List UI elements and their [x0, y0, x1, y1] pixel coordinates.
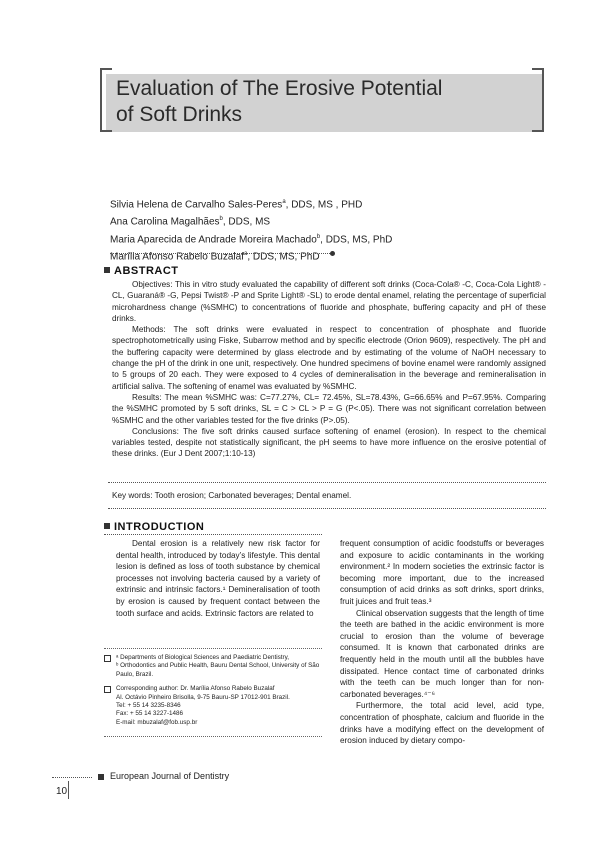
- abstract-paragraph: Conclusions: The five soft drinks caused surface softening of enamel (erosion). In respect to the chemical variables tested, despite not statistically significant, the pH seems to have more influence on the erosive potential of these drinks. (Eur J Dent 2007;1:10-13): [112, 426, 546, 459]
- author-degrees: , DDS, MS , PHD: [285, 199, 363, 211]
- abstract-divider-bottom: [108, 508, 546, 509]
- author-affil-mark: a: [243, 250, 248, 257]
- intro-paragraph: frequent consumption of acidic foodstuffs or beverages and exposure to acidic contaminants in the working environment.² In modern societies the extrinsic factor is becoming more important, due to the increased consumption of acid drinks as soft drinks, sport drinks, fruit juices and fruit teas.³: [340, 539, 544, 606]
- corresponding-author: Corresponding author: Dr. Marília Afonso Rabelo Buzalaf: [116, 685, 275, 693]
- abstract-paragraph: Results: The mean %SMHC was: C=77.27%, CL= 72.45%, SL=78.43%, G=66.65% and P=67.95%. Comparing the %SMHC promoted by 5 soft drinks, SL = C > CL > P = G (P<.05). There was not significant correlation between %SMHC and the other variables tested for the five drinks (P>.05).: [112, 392, 546, 425]
- square-bullet-icon: [98, 774, 104, 780]
- author-name: Silvia Helena de Carvalho Sales-Peres: [110, 199, 283, 211]
- footer-rule: [52, 777, 92, 778]
- title-box: [100, 68, 544, 132]
- affiliation-dept-b: ᵇ Orthodontics and Public Health, Bauru Dental School, University of São Paulo, Brazil.: [116, 662, 320, 678]
- checkbox-icon: [104, 655, 111, 662]
- author: [110, 212, 392, 229]
- author-name: Maria Aparecida de Andrade Moreira Machado: [110, 233, 317, 245]
- author-degrees: , DDS, MS, PhD: [247, 251, 320, 263]
- abstract-heading: [104, 265, 179, 277]
- checkbox-icon: [104, 686, 111, 693]
- abstract-heading-text: ABSTRACT: [114, 265, 179, 277]
- author-affil-mark: a: [282, 199, 286, 205]
- title-left-line: [100, 68, 102, 132]
- author-fax: Fax: + 55 14 3227-1486: [116, 710, 184, 718]
- author-tel: Tel: + 55 14 3235-8346: [116, 702, 181, 710]
- author-degrees: , DDS, MS: [222, 216, 271, 228]
- abstract-divider-top: [108, 482, 546, 483]
- affiliation-correspondence: [104, 685, 322, 727]
- intro-paragraph: Dental erosion is a relatively new risk factor for dental health, introduced by today’s lifestyle. This dental lesion is defined as loss of tooth substance by chemical processes not involving bacteria caused by a variety of extrinsic and intrinsic factors.¹ Demineralisation of tooth by erosion is caused by frequent contact between the tooth surface and acids. Extrinsic factors are related to: [116, 539, 320, 618]
- intro-paragraph: Furthermore, the total acid level, acid type, concentration of phosphate, calcium and fluoride in the drinks have a modifying effect on the development of erosion induced by dietary compo-: [340, 701, 544, 746]
- page-number-divider: [68, 781, 69, 799]
- page-number: 10: [56, 786, 68, 797]
- intro-right-column: [340, 538, 544, 747]
- author-name: Marília Afonso Rabelo Buzalaf: [110, 251, 244, 263]
- affiliation-dept-a: ᵃ Departments of Biological Sciences and Paediatric Dentistry,: [116, 654, 290, 661]
- introduction-divider: [104, 534, 322, 535]
- author-address: Al. Octávio Pinheiro Brisolla, 9-75 Bauru-SP 17012-901 Brazil.: [116, 693, 290, 701]
- author-email: E-mail: mbuzalaf@fob.usp.br: [116, 718, 198, 726]
- affiliation-box: [104, 654, 322, 733]
- author-degrees: , DDS, MS, PhD: [320, 233, 393, 245]
- title-right-line: [542, 68, 544, 132]
- author-affil-mark: b: [316, 233, 321, 240]
- introduction-heading: [104, 521, 204, 533]
- affiliation-departments: [104, 654, 322, 679]
- intro-left-column: [116, 538, 320, 619]
- divider-dot: [330, 251, 335, 256]
- title-line-1: Evaluation of The Erosive Potential: [116, 77, 443, 100]
- author: [110, 230, 392, 247]
- title-line-2: of Soft Drinks: [116, 103, 243, 126]
- author-divider: [110, 253, 332, 254]
- abstract-body: [112, 279, 546, 460]
- keywords: Key words: Tooth erosion; Carbonated beverages; Dental enamel.: [112, 491, 352, 500]
- journal-name: European Journal of Dentistry: [110, 771, 230, 781]
- abstract-paragraph: Methods: The soft drinks were evaluated in respect to concentration of phosphate and fluoride spectrophotometrically using Fiske, Subarrow method and by specific electrode (Orion 9609), respectively. The pH and the buffering capacity were determined by glass electrode and by estimating of the volume of NaOH necessary to change the pH of the drink in one unit, respectively. One hundred specimens of bovine enamel were randomly assigned to 5 groups of 20 each. They were exposed to 4 cycles of demineralisation in the beverage and remineralisation in artificial saliva. The softening of enamel was evaluated by %SMHC.: [112, 325, 546, 391]
- author-name: Ana Carolina Magalhães: [110, 216, 220, 228]
- author: [110, 247, 392, 264]
- square-bullet-icon: [104, 523, 110, 529]
- paper-title: [116, 76, 442, 128]
- affiliation-rule-top: [104, 648, 322, 649]
- introduction-heading-text: INTRODUCTION: [114, 521, 205, 533]
- author: [110, 195, 392, 212]
- affiliation-rule-bottom: [104, 736, 322, 737]
- square-bullet-icon: [104, 267, 110, 273]
- abstract-paragraph: Objectives: This in vitro study evaluated the capability of different soft drinks (Coca-Cola® -C, Coca-Cola Light® -CL, Guaraná® -G, Pepsi Twist® -P and Sprite Light® -SL) to erode dental enamel, relating the percentage of superficial microhardness change (%SMHC) to concentrations of fluoride and phosphate, buffering capacity and pH of these drinks.: [112, 280, 546, 323]
- intro-paragraph: Clinical observation suggests that the length of time the teeth are bathed in the acidic environment is more crucial to erosion than the volume of beverage consumed. It is known that carbonated drinks are frequently held in the mouth until all the bubbles have dissipated. Hence contact time of carbonated drinks with the teeth can be much longer than for non-carbonated beverages.⁴⁻⁶: [340, 608, 544, 699]
- author-affil-mark: b: [219, 216, 223, 223]
